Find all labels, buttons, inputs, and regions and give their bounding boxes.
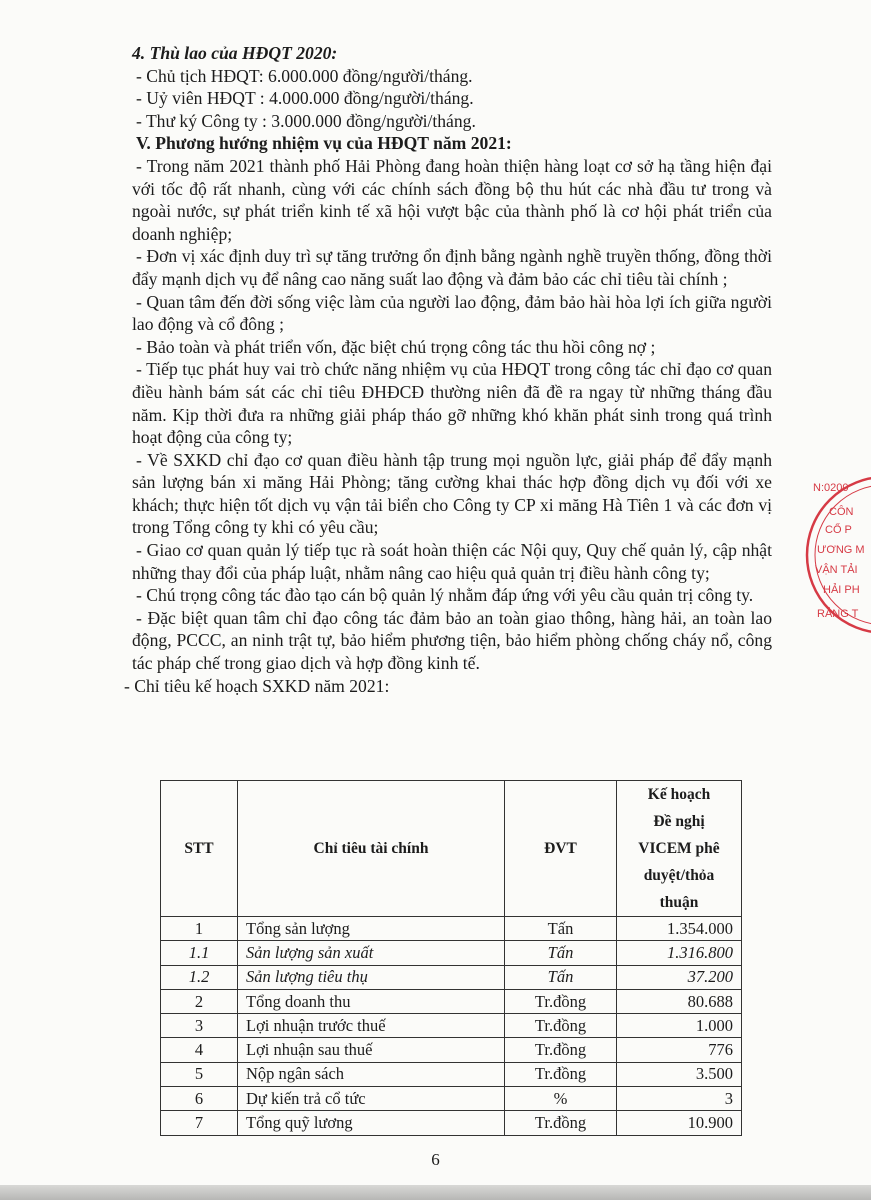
cell-stt: 1.1 xyxy=(161,941,238,965)
cell-unit: Tấn xyxy=(505,965,617,989)
paragraph: - Trong năm 2021 thành phố Hải Phòng đang hoàn thiện hàng loạt cơ sở hạ tầng hiện đại với tốc độ rất nhanh, cùng với các chính sách đồng bộ thu hút các nhà đầu tư trong và ngoài nước, sự phát triển kinh tế xã hội vượt bậc của thành phố là cơ hội phát triển của doanh nghiệp; xyxy=(132,155,772,244)
remuneration-chairman: - Chủ tịch HĐQT: 6.000.000 đồng/người/tháng. xyxy=(136,65,473,86)
cell-plan: 776 xyxy=(617,1038,742,1062)
seal-text: N:0200 xyxy=(813,482,849,494)
cell-plan: 3.500 xyxy=(617,1062,742,1086)
cell-stt: 1 xyxy=(161,917,238,941)
section-5-heading: V. Phương hướng nhiệm vụ của HĐQT năm 2021: xyxy=(136,133,512,154)
cell-indicator: Nộp ngân sách xyxy=(238,1062,505,1086)
cell-stt: 6 xyxy=(161,1087,238,1111)
cell-indicator: Dự kiến trả cổ tức xyxy=(238,1087,505,1111)
table-row xyxy=(161,1111,742,1135)
seal-text: ƯƠNG M xyxy=(817,544,865,556)
cell-unit: Tr.đồng xyxy=(505,1038,617,1062)
cell-plan: 1.000 xyxy=(617,1014,742,1038)
cell-stt: 1.2 xyxy=(161,965,238,989)
paragraph: - Chú trọng công tác đào tạo cán bộ quản lý nhằm đáp ứng với yêu cầu quản trị công ty. xyxy=(136,585,754,606)
table-header-row xyxy=(161,781,742,917)
remuneration-secretary: - Thư ký Công ty : 3.000.000 đồng/người/tháng. xyxy=(136,110,476,131)
table-row xyxy=(161,941,742,965)
seal-text: CÔN xyxy=(829,506,854,518)
paragraph: - Đặc biệt quan tâm chỉ đạo công tác đảm bảo an toàn giao thông, hàng hải, an toàn lao động, PCCC, an ninh trật tự, bảo hiểm phương tiện, bảo hiểm phòng chống cháy nổ, công tác pháp chế trong giao dịch và hợp đồng kinh tế. xyxy=(132,607,772,674)
cell-stt: 7 xyxy=(161,1111,238,1135)
plan-table xyxy=(160,780,742,1136)
cell-indicator: Sản lượng sản xuất xyxy=(238,941,505,965)
seal-text: CỔ P xyxy=(825,524,852,536)
cell-stt: 3 xyxy=(161,1014,238,1038)
cell-unit: Tr.đồng xyxy=(505,1111,617,1135)
header-unit: ĐVT xyxy=(505,781,617,917)
cell-indicator: Tổng doanh thu xyxy=(238,989,505,1013)
cell-indicator: Lợi nhuận trước thuế xyxy=(238,1014,505,1038)
cell-plan: 80.688 xyxy=(617,989,742,1013)
paragraph: - Tiếp tục phát huy vai trò chức năng nhiệm vụ của HĐQT trong công tác chỉ đạo cơ quan điều hành bám sát các chỉ tiêu ĐHĐCĐ thường niên đã đề ra ngay từ những tháng đầu năm. Kịp thời đưa ra những giải pháp tháo gỡ những khó khăn phát sinh trong quá trình hoạt động của công ty; xyxy=(132,359,772,448)
paragraph: - Quan tâm đến đời sống việc làm của người lao động, đảm bảo hài hòa lợi ích giữa người lao động và cổ đông ; xyxy=(132,291,772,335)
cell-stt: 5 xyxy=(161,1062,238,1086)
seal-text: RẢNG T xyxy=(817,608,859,620)
section-4-heading: 4. Thù lao của HĐQT 2020: xyxy=(132,43,338,63)
table-row xyxy=(161,1087,742,1111)
header-indicator: Chỉ tiêu tài chính xyxy=(238,781,505,917)
header-plan xyxy=(617,781,742,917)
cell-stt: 4 xyxy=(161,1038,238,1062)
table-row xyxy=(161,1014,742,1038)
paragraph: - Đơn vị xác định duy trì sự tăng trưởng ổn định bằng ngành nghề truyền thống, đồng thời đẩy mạnh dịch vụ để nâng cao năng suất lao động và đảm bảo các chỉ tiêu tài chính ; xyxy=(132,246,772,289)
paragraph: - Bảo toàn và phát triển vốn, đặc biệt chú trọng công tác thu hồi công nợ ; xyxy=(136,336,656,357)
cell-stt: 2 xyxy=(161,989,238,1013)
table-row xyxy=(161,1038,742,1062)
cell-plan: 37.200 xyxy=(617,965,742,989)
cell-plan: 10.900 xyxy=(617,1111,742,1135)
cell-unit: Tr.đồng xyxy=(505,1014,617,1038)
cell-unit: Tấn xyxy=(505,917,617,941)
cell-indicator: Tổng quỹ lương xyxy=(238,1111,505,1135)
page-number: 6 xyxy=(431,1150,440,1169)
cell-unit: Tr.đồng xyxy=(505,989,617,1013)
header-stt: STT xyxy=(161,781,238,917)
seal-text: VẬN TẢI xyxy=(815,564,858,576)
table-row xyxy=(161,989,742,1013)
cell-unit: Tr.đồng xyxy=(505,1062,617,1086)
cell-indicator: Tổng sản lượng xyxy=(238,917,505,941)
cell-plan: 1.316.800 xyxy=(617,941,742,965)
company-seal xyxy=(803,470,871,640)
scan-bottom-edge xyxy=(0,1185,871,1200)
document-body xyxy=(124,42,772,697)
table-row xyxy=(161,1062,742,1086)
header-plan-title: Kế hoạch xyxy=(647,786,711,803)
paragraph: - Về SXKD chỉ đạo cơ quan điều hành tập trung mọi nguồn lực, giải pháp để đẩy mạnh sản lượng bán xi măng Hải Phòng; tăng cường khai thác hợp đồng dịch vụ đối với xe khách; thực hiện tốt dịch vụ vận tải biển cho Công ty CP xi măng Hà Tiên 1 và các đơn vị trong Tổng công ty khi có yêu cầu; xyxy=(132,449,772,538)
cell-indicator: Sản lượng tiêu thụ xyxy=(238,965,505,989)
table-intro: - Chỉ tiêu kế hoạch SXKD năm 2021: xyxy=(124,675,390,696)
cell-plan: 1.354.000 xyxy=(617,917,742,941)
seal-text: HẢI PH xyxy=(823,584,860,596)
table-row xyxy=(161,917,742,941)
table-row xyxy=(161,965,742,989)
paragraph: - Giao cơ quan quản lý tiếp tục rà soát hoàn thiện các Nội quy, Quy chế quản lý, cập nhật những thay đổi của pháp luật, nhằm nâng cao hiệu quả quản trị điều hành công ty; xyxy=(132,540,772,583)
cell-indicator: Lợi nhuận sau thuế xyxy=(238,1038,505,1062)
cell-unit: % xyxy=(505,1087,617,1111)
cell-unit: Tấn xyxy=(505,941,617,965)
header-plan-subtitle: Đề nghị VICEM phê duyệt/thỏa thuận xyxy=(638,813,720,911)
cell-plan: 3 xyxy=(617,1087,742,1111)
remuneration-member: - Uỷ viên HĐQT : 4.000.000 đồng/người/tháng. xyxy=(136,88,474,109)
